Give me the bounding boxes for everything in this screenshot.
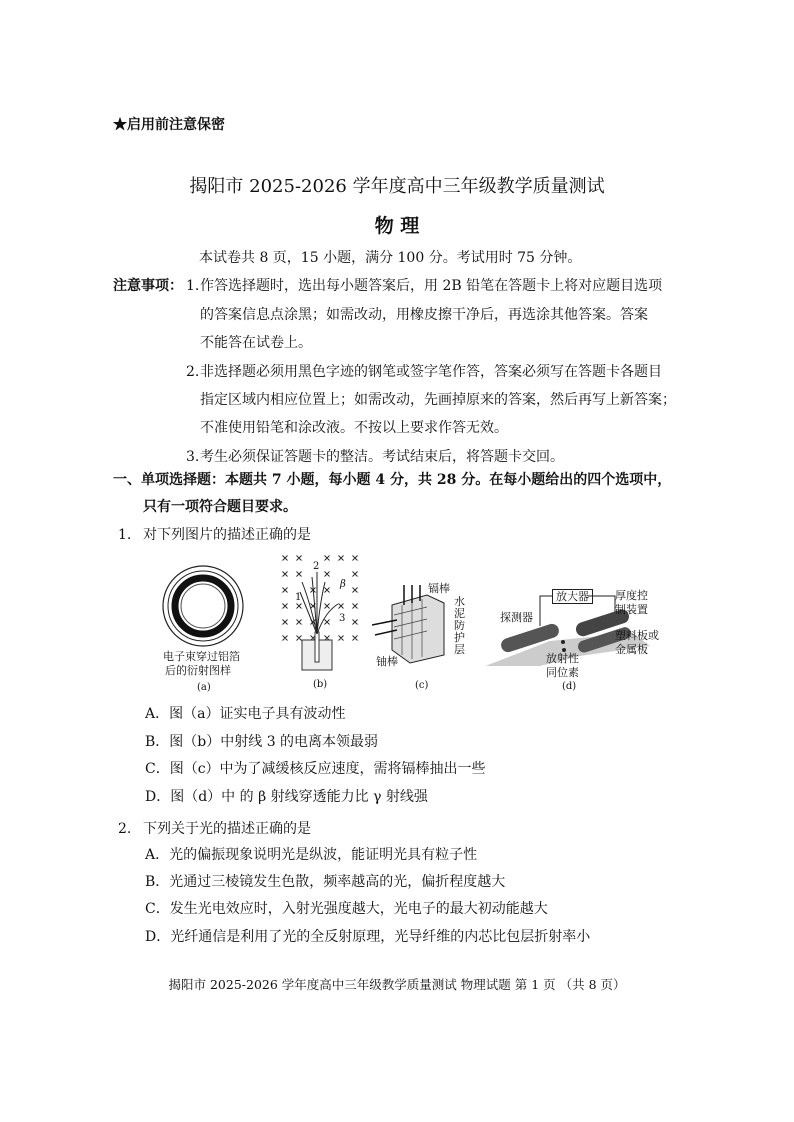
diffraction-rings-image <box>155 562 255 652</box>
notice-label: 注意事项： <box>113 278 183 294</box>
notice-2-line: 非选择题必须用黑色字迹的钢笔或签字笔作答，答案必须写在答题卡各题目 <box>200 364 662 380</box>
isotope-label: 同位素 <box>546 666 579 679</box>
notice-2-line: 指定区域内相应位置上；如需改动，先画掉原来的答案，然后再写上新答案； <box>200 392 676 408</box>
notice-1-line: 作答选择题时，选出每小题答案后，用 2B 铅笔在答题卡上将对应题目选项 <box>200 278 663 294</box>
exam-info: 本试卷共 8 页，15 小题，满分 100 分。考试用时 75 分钟。 <box>199 250 582 266</box>
figure-b <box>280 552 365 692</box>
cadmium-rod-label: 镉棒 <box>428 582 450 595</box>
beta-label: β <box>340 579 346 590</box>
figure-c <box>372 582 472 693</box>
detector-label: 探测器 <box>500 611 533 624</box>
question-1-option-b: B．图（b）中射线 3 的电离本领最弱 <box>145 734 379 750</box>
question-2-option-c: C．发生光电效应时，入射光强度越大，光电子的最大初动能越大 <box>145 901 548 917</box>
ray-2-label: 2 <box>313 561 320 572</box>
magnetic-field-rays-diagram <box>280 552 365 672</box>
notice-2-line: 不准使用铅笔和涂改液。不按以上要求作答无效。 <box>200 420 508 436</box>
cement-char: 泥 <box>454 607 465 620</box>
confidential-note: ★启用前注意保密 <box>113 117 225 133</box>
ray-3-label: 3 <box>339 613 346 624</box>
plate-label: 金属板 <box>615 643 648 656</box>
notice-3-num: 3. <box>186 449 200 465</box>
notice-2-num: 2. <box>186 364 200 380</box>
figure-c-label: (c) <box>415 680 429 691</box>
subject-title: 物 理 <box>374 215 420 237</box>
figure-d-label: (d) <box>562 681 577 692</box>
exam-title: 揭阳市 2025-2026 学年度高中三年级教学质量测试 <box>189 176 605 197</box>
notice-1-num: 1. <box>186 278 200 294</box>
section-heading: 一、单项选择题：本题共 7 小题，每小题 4 分，共 28 分。在每小题给出的四个选项中， <box>113 472 672 488</box>
notice-3-line: 考生必须保证答题卡的整洁。考试结束后，将答题卡交回。 <box>200 449 564 465</box>
figure-a-label: (a) <box>197 682 211 693</box>
figure-a-caption: 后的衍射图样 <box>165 664 231 677</box>
section-heading-cont: 只有一项符合题目要求。 <box>143 499 297 515</box>
question-1-option-a: A．图（a）证实电子具有波动性 <box>145 706 346 722</box>
page-footer: 揭阳市 2025-2026 学年度高中三年级教学质量测试 物理试题 第 1 页 （共 8 页） <box>168 977 626 992</box>
cement-char: 防 <box>454 619 465 632</box>
question-2-option-d: D．光纤通信是利用了光的全反射原理，光导纤维的内芯比包层折射率小 <box>145 929 591 945</box>
control-device-label: 制装置 <box>615 603 648 616</box>
amplifier-label: 放大器 <box>552 589 593 604</box>
cement-char: 层 <box>454 643 465 656</box>
cement-layer-label <box>454 596 465 656</box>
figure-a-caption: 电子束穿过铝箔 <box>163 650 240 663</box>
isotope-label: 放射性 <box>546 652 579 665</box>
question-2-number: 2. <box>118 821 132 837</box>
uranium-rod-label: 铀棒 <box>376 655 398 668</box>
cement-char: 护 <box>454 631 465 644</box>
question-1-stem: 对下列图片的描述正确的是 <box>143 527 311 543</box>
question-1-option-d: D．图（d）中 的 β 射线穿透能力比 γ 射线强 <box>145 789 428 805</box>
question-2-option-b: B．光通过三棱镜发生色散，频率越高的光，偏折程度越大 <box>145 874 506 890</box>
question-2-stem: 下列关于光的描述正确的是 <box>143 821 311 837</box>
figure-a <box>155 562 255 692</box>
question-1-option-c: C．图（c）中为了减缓核反应速度，需将镉棒抽出一些 <box>145 761 486 777</box>
cement-char: 水 <box>454 595 465 608</box>
notice-1-line: 的答案信息点涂黑；如需改动，用橡皮擦干净后，再选涂其他答案。答案 <box>200 307 648 323</box>
figure-b-label: (b) <box>313 679 328 690</box>
question-2-option-a: A．光的偏振现象说明光是纵波，能证明光具有粒子性 <box>145 847 478 863</box>
figure-d <box>480 586 660 694</box>
question-1-number: 1. <box>118 527 132 543</box>
plate-label: 塑料板或 <box>615 629 659 642</box>
ray-1-label: 1 <box>295 592 302 603</box>
control-device-label: 厚度控 <box>615 589 648 602</box>
notice-1-line: 不能答在试卷上。 <box>200 335 312 351</box>
